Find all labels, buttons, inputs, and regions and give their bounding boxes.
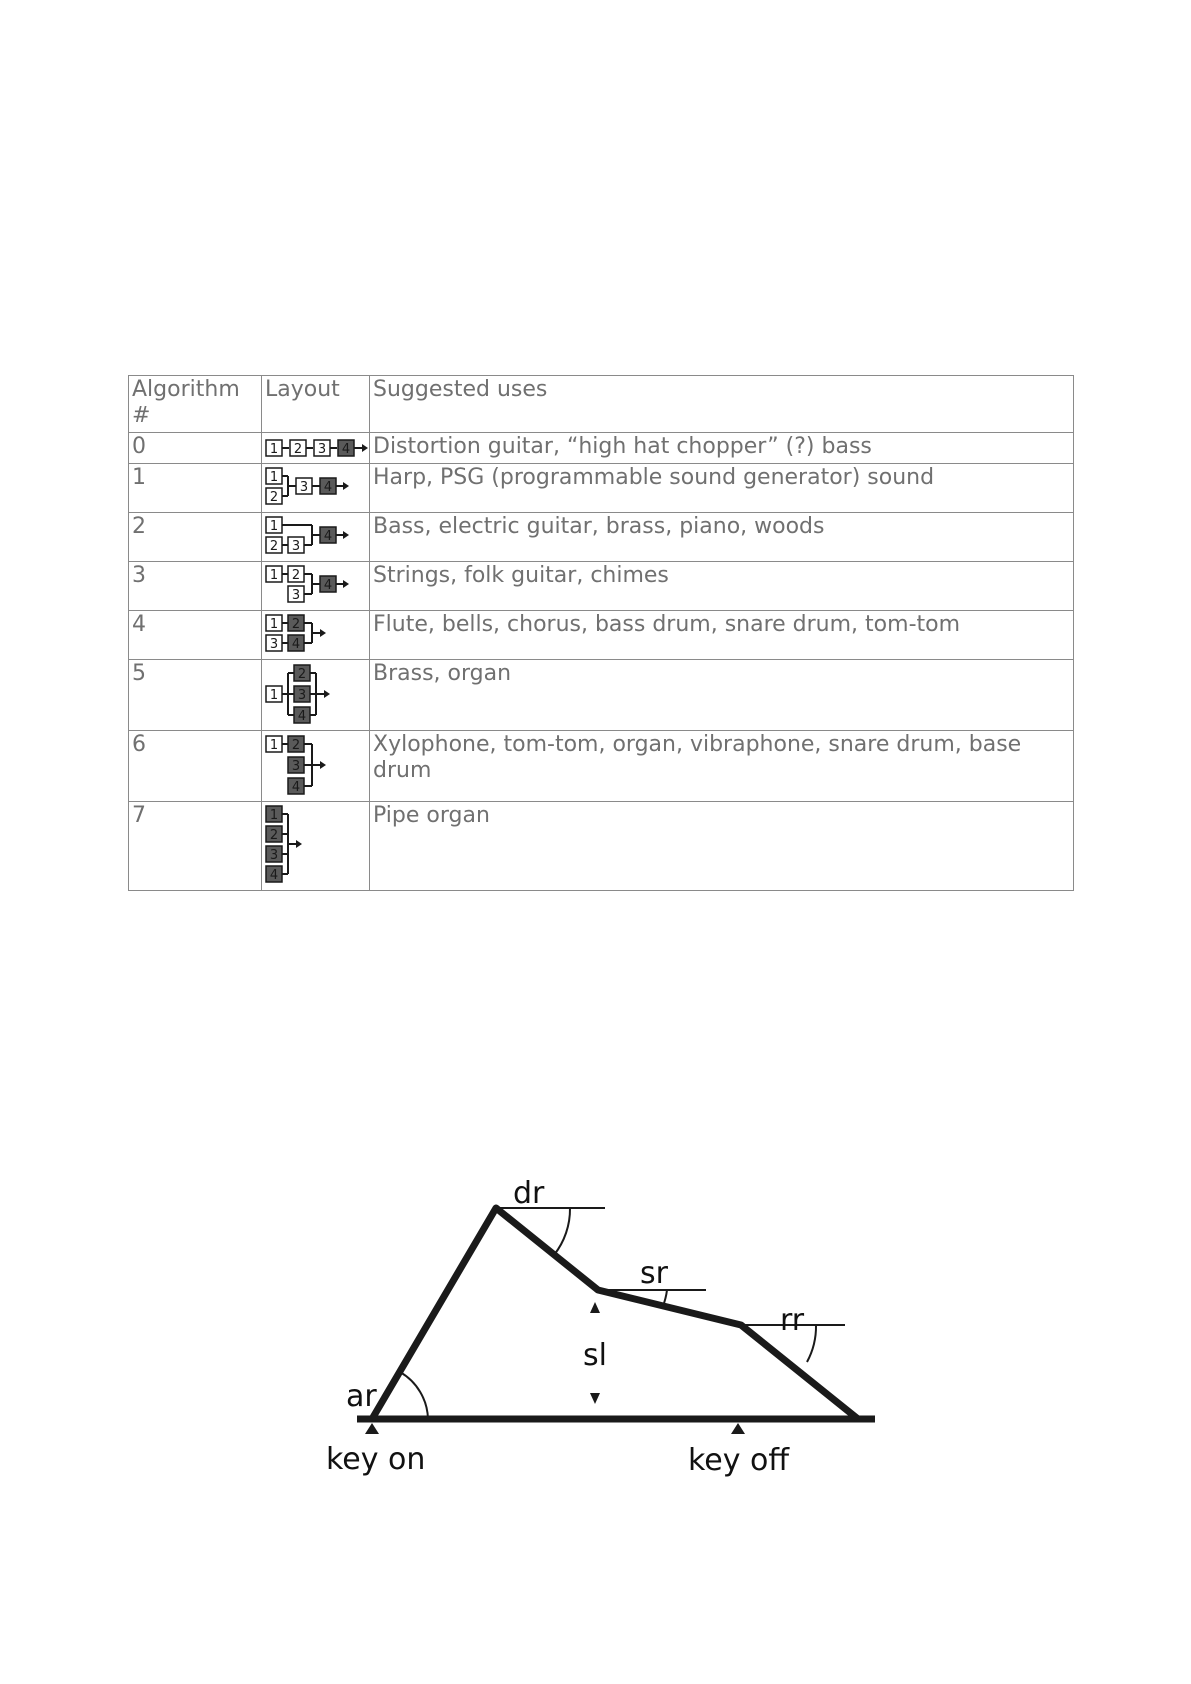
operator-1 [266, 686, 282, 703]
algorithm-layout-diagram [262, 433, 370, 464]
ar-angle-arc [400, 1372, 428, 1419]
algorithm-layout-diagram [262, 731, 370, 802]
svg-text:2: 2 [269, 539, 279, 554]
algorithm-layout-diagram [262, 660, 370, 731]
label-sr: sr [640, 1256, 668, 1291]
operator-1 [266, 736, 282, 753]
algorithm-layout-diagram [262, 513, 370, 562]
svg-text:1: 1 [269, 688, 279, 703]
svg-text:2: 2 [293, 442, 303, 457]
sl-down-arrow-icon [590, 1393, 600, 1404]
operator-1 [266, 806, 282, 823]
svg-text:2: 2 [291, 738, 301, 753]
operator-4 [320, 478, 336, 495]
svg-text:1: 1 [269, 519, 279, 534]
operator-4 [288, 635, 304, 652]
header-suggested-uses: Suggested uses [370, 376, 1074, 433]
label-key-off: key off [688, 1443, 790, 1478]
operator-1 [266, 440, 282, 457]
algorithm-number: 7 [129, 802, 262, 891]
operator-3 [266, 635, 282, 652]
svg-text:1: 1 [269, 808, 279, 823]
svg-text:4: 4 [269, 868, 279, 883]
table-row [129, 660, 1074, 731]
table-row [129, 562, 1074, 611]
suggested-uses: Harp, PSG (programmable sound generator) sound [370, 464, 1074, 513]
operator-1 [266, 566, 282, 583]
algorithm-table [128, 375, 1074, 891]
operator-3 [288, 757, 304, 774]
operator-3 [266, 846, 282, 863]
svg-text:3: 3 [299, 480, 309, 495]
header-algorithm: Algorithm # [129, 376, 262, 433]
suggested-uses: Flute, bells, chorus, bass drum, snare drum, tom-tom [370, 611, 1074, 660]
algorithm-number: 6 [129, 731, 262, 802]
operator-2 [294, 665, 310, 682]
operator-3 [288, 537, 304, 554]
algorithm-layout-diagram [262, 611, 370, 660]
sl-up-arrow-icon [590, 1302, 600, 1313]
table-header-row [129, 376, 1074, 433]
operator-2 [266, 537, 282, 554]
svg-text:3: 3 [291, 759, 301, 774]
suggested-uses: Brass, organ [370, 660, 1074, 731]
algorithm-number: 5 [129, 660, 262, 731]
algorithm-number: 1 [129, 464, 262, 513]
svg-text:2: 2 [269, 828, 279, 843]
table-row [129, 802, 1074, 891]
suggested-uses: Strings, folk guitar, chimes [370, 562, 1074, 611]
svg-text:3: 3 [291, 539, 301, 554]
svg-text:2: 2 [291, 617, 301, 632]
operator-4 [266, 866, 282, 883]
header-layout: Layout [262, 376, 370, 433]
suggested-uses: Bass, electric guitar, brass, piano, woods [370, 513, 1074, 562]
svg-text:3: 3 [269, 637, 279, 652]
label-sl: sl [583, 1338, 607, 1373]
operator-1 [266, 615, 282, 632]
algorithm-number: 3 [129, 562, 262, 611]
svg-text:3: 3 [317, 442, 327, 457]
svg-text:4: 4 [323, 578, 333, 593]
table-row [129, 513, 1074, 562]
adsr-envelope-diagram [310, 1180, 910, 1500]
operator-2 [290, 440, 306, 457]
operator-2 [266, 826, 282, 843]
suggested-uses: Pipe organ [370, 802, 1074, 891]
algorithm-layout-diagram [262, 464, 370, 513]
operator-2 [288, 566, 304, 583]
operator-2 [288, 736, 304, 753]
operator-4 [320, 576, 336, 593]
suggested-uses: Xylophone, tom-tom, organ, vibraphone, snare drum, base drum [370, 731, 1074, 802]
operator-2 [288, 615, 304, 632]
table-row [129, 611, 1074, 660]
suggested-uses: Distortion guitar, “high hat chopper” (?) bass [370, 433, 1074, 464]
table-row [129, 433, 1074, 464]
algorithm-layout-diagram [262, 802, 370, 891]
table-row [129, 731, 1074, 802]
svg-text:2: 2 [291, 568, 301, 583]
algorithm-number: 2 [129, 513, 262, 562]
svg-text:2: 2 [269, 490, 279, 505]
label-ar: ar [346, 1379, 377, 1414]
operator-3 [296, 478, 312, 495]
operator-3 [294, 686, 310, 703]
operator-2 [266, 488, 282, 505]
svg-text:1: 1 [269, 738, 279, 753]
table-row [129, 464, 1074, 513]
operator-4 [288, 778, 304, 795]
key-off-marker-icon [731, 1423, 745, 1434]
svg-text:4: 4 [291, 637, 301, 652]
operator-4 [294, 707, 310, 724]
key-on-marker-icon [365, 1423, 379, 1434]
svg-text:4: 4 [323, 480, 333, 495]
rr-angle-arc [807, 1325, 816, 1362]
svg-text:1: 1 [269, 442, 279, 457]
label-rr: rr [780, 1303, 805, 1338]
svg-text:3: 3 [269, 848, 279, 863]
svg-text:1: 1 [269, 470, 279, 485]
operator-4 [338, 440, 354, 457]
svg-text:1: 1 [269, 568, 279, 583]
svg-text:3: 3 [291, 588, 301, 603]
operator-1 [266, 468, 282, 485]
operator-1 [266, 517, 282, 534]
operator-3 [314, 440, 330, 457]
algorithm-layout-diagram [262, 562, 370, 611]
svg-text:1: 1 [269, 617, 279, 632]
svg-text:3: 3 [297, 688, 307, 703]
svg-text:4: 4 [323, 529, 333, 544]
svg-text:4: 4 [291, 780, 301, 795]
operator-3 [288, 586, 304, 603]
svg-text:4: 4 [297, 709, 307, 724]
label-dr: dr [513, 1180, 545, 1211]
algorithm-number: 4 [129, 611, 262, 660]
svg-text:4: 4 [341, 442, 351, 457]
dr-angle-arc [554, 1208, 570, 1255]
operator-4 [320, 527, 336, 544]
algorithm-number: 0 [129, 433, 262, 464]
label-key-on: key on [326, 1442, 426, 1477]
svg-text:2: 2 [297, 667, 307, 682]
